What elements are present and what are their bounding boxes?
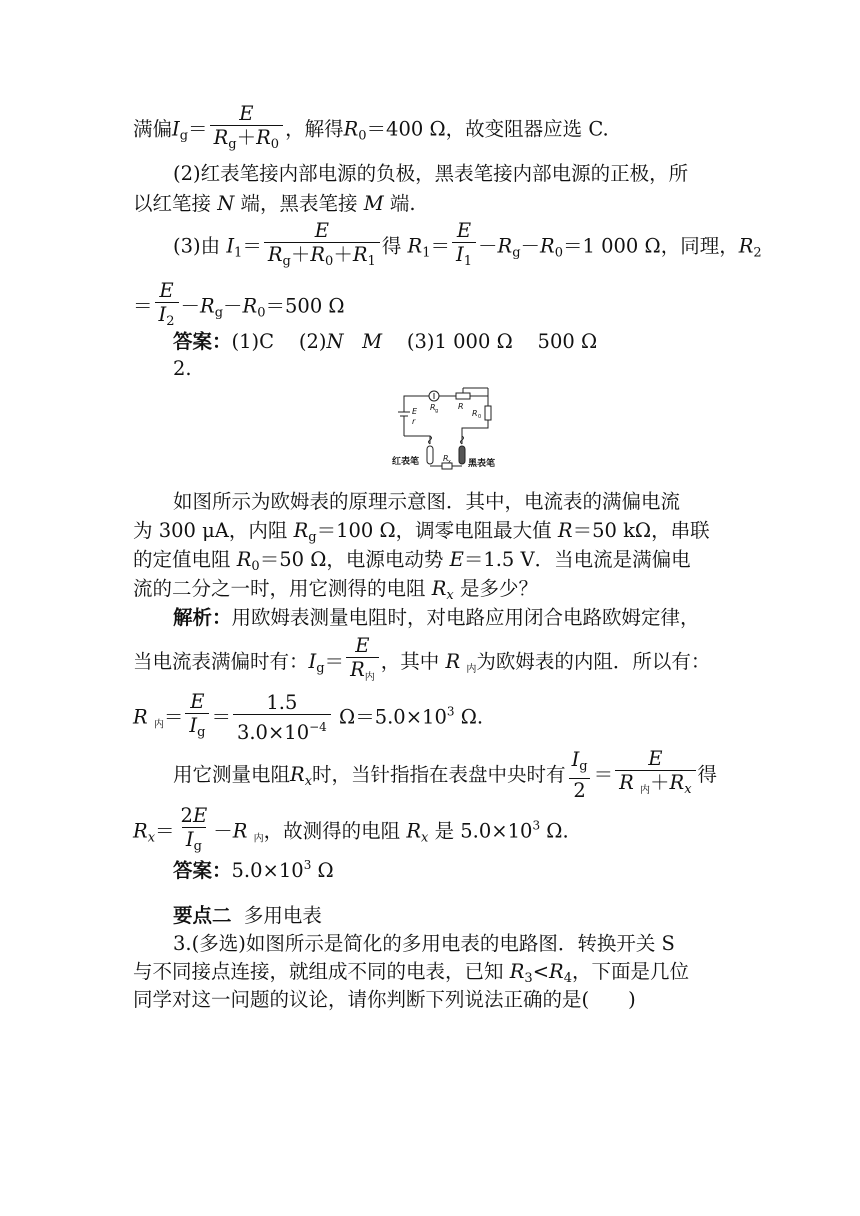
- sub-1: 1: [234, 245, 243, 261]
- sub-g: g: [214, 305, 224, 321]
- sym-R: R: [509, 960, 525, 983]
- fraction-E-over-Rg-R0: [210, 103, 284, 157]
- section-title: 要点二: [173, 904, 232, 927]
- sub-1: 1: [367, 254, 376, 269]
- text: ，故测得的电阻: [263, 819, 401, 843]
- frac-den: [233, 714, 331, 745]
- sub-nei: 内: [253, 833, 264, 845]
- label-Rx: R: [443, 454, 449, 463]
- frac-num: E: [239, 102, 254, 125]
- sym-R: R: [133, 705, 148, 729]
- text: 与不同接点连接，就组成不同的电表，已知: [133, 960, 504, 983]
- q2-line3: [133, 548, 691, 579]
- sub-g: g: [316, 661, 325, 676]
- section-heading: [173, 904, 322, 928]
- q3-line3: 同学对这一问题的议论，请你判断下列说法正确的是( ): [133, 988, 636, 1011]
- sym-M: M: [362, 330, 383, 353]
- text: 得: [697, 763, 718, 786]
- text: ，下面是几位: [572, 960, 690, 983]
- eq: ＝: [133, 294, 153, 318]
- label-R: R: [458, 402, 464, 411]
- text: ＝400 Ω，故变阻器应选 C.: [366, 117, 609, 141]
- eq: ＝: [188, 117, 208, 141]
- frac-den: [346, 657, 379, 690]
- sub-x: x: [421, 830, 429, 846]
- sub-0: 0: [358, 128, 367, 144]
- sym-R: R: [213, 126, 229, 149]
- solution-line5: [133, 805, 569, 859]
- text: 的定值电阻: [133, 548, 231, 571]
- sub-g: g: [179, 128, 189, 144]
- sub-nei: 内: [466, 664, 477, 675]
- frac-num: 1.5: [266, 690, 298, 714]
- text: <: [532, 960, 550, 983]
- rheostat-R: [456, 393, 470, 399]
- label-Rg: R: [430, 403, 436, 412]
- q2-line1: 如图所示为欧姆表的原理示意图．其中，电流表的满偏电流: [173, 490, 681, 513]
- sup-exp: 3: [446, 704, 455, 719]
- sym-R: R: [540, 234, 555, 258]
- sym-R: R: [343, 117, 359, 141]
- sym-I: I: [456, 243, 464, 266]
- sub-2: 2: [166, 314, 175, 329]
- sub-3: 3: [524, 971, 533, 986]
- solution-line2: [133, 635, 710, 690]
- text-lead: 满偏: [133, 117, 173, 141]
- sub-g: g: [579, 758, 588, 774]
- text: Ω.: [540, 819, 569, 843]
- sym-R: R: [557, 519, 573, 542]
- text: Ω＝5.0×10: [339, 705, 447, 729]
- sym-R: R: [669, 771, 685, 794]
- sym-I: I: [189, 714, 198, 737]
- sub-nei: 内: [640, 785, 650, 796]
- sym-R: R: [619, 771, 634, 794]
- sym-R: R: [406, 819, 422, 843]
- plus: ＋: [333, 243, 353, 266]
- answer-2: [173, 853, 334, 883]
- text: Ω: [311, 859, 334, 882]
- text: 以红笔接: [133, 192, 212, 215]
- frac-num: E: [190, 690, 205, 713]
- q3-line2: [133, 960, 689, 991]
- wire-left-bottom: [404, 436, 430, 444]
- eq: ＝: [324, 650, 345, 673]
- fraction-2E-over-Ig: [177, 805, 212, 859]
- sub-g: g: [512, 245, 521, 261]
- line-full-deflection: [133, 103, 609, 157]
- sym-R: R: [256, 126, 271, 149]
- text: 5.0×10: [231, 859, 304, 882]
- label-R0-sub: 0: [478, 414, 482, 420]
- text: 时，当针指指在表盘中央时有: [312, 763, 566, 786]
- eq: ＝: [242, 234, 262, 258]
- eq: ＝: [155, 819, 175, 843]
- red-pen-icon: [427, 446, 433, 464]
- sym-R: R: [350, 658, 365, 681]
- sym-R: R: [200, 294, 215, 318]
- minus: －: [478, 234, 498, 258]
- sym-R: R: [549, 960, 564, 983]
- text: 用欧姆表测量电阻时，对电路应用闭合电路欧姆定律，: [231, 606, 700, 629]
- sym-N: N: [326, 330, 344, 353]
- sym-I: I: [571, 747, 580, 771]
- text: 端，黑表笔接: [240, 192, 358, 215]
- label-Rg-sub: g: [435, 408, 439, 414]
- sub-g: g: [308, 530, 317, 545]
- text: 3.0×10: [236, 720, 310, 744]
- text: 端.: [389, 192, 416, 215]
- minus: －: [180, 294, 201, 318]
- sub-x: x: [304, 774, 313, 789]
- black-pen-icon: [459, 446, 465, 464]
- question-2-number: 2.: [173, 357, 192, 380]
- text: 流的二分之一时，用它测得的电阻: [133, 577, 426, 600]
- text: 是多少？: [459, 577, 538, 600]
- sub-nei: 内: [153, 719, 164, 731]
- answer-1: [173, 330, 597, 354]
- wire-right-bottom: [462, 420, 488, 444]
- plus: ＋: [650, 771, 670, 794]
- sup-exp: −4: [309, 719, 327, 734]
- fraction-E-over-sum: [264, 220, 380, 274]
- plus: ＋: [236, 126, 257, 149]
- sym-R: R: [445, 650, 461, 673]
- para3-line1: [173, 220, 762, 274]
- text: Ω.: [454, 705, 484, 729]
- minus: －: [213, 819, 233, 843]
- sub-4: 4: [563, 971, 572, 986]
- sym-R: R: [497, 234, 513, 258]
- frac-den: [210, 125, 284, 157]
- section-name: 多用电表: [243, 904, 322, 927]
- sub-1: 1: [463, 254, 472, 269]
- frac-den: [264, 242, 380, 274]
- sub-g: g: [228, 137, 237, 152]
- text: ，其中: [380, 650, 440, 673]
- solution-line1: [173, 606, 700, 630]
- resistor-R0: [485, 406, 491, 420]
- text: ＝500 Ω: [265, 294, 345, 318]
- sub-2: 2: [753, 245, 762, 261]
- label-E: E: [412, 407, 418, 416]
- text: ，解得: [285, 117, 344, 141]
- eq: ＝: [430, 234, 451, 258]
- label-black-pen: 黑表笔: [468, 459, 496, 469]
- fraction-E-over-I2: [155, 280, 179, 334]
- sub-g: g: [197, 725, 206, 740]
- sym-R: R: [352, 243, 368, 266]
- text: ＝100 Ω，调零电阻最大值: [316, 519, 552, 542]
- sym-I: I: [185, 828, 194, 851]
- text: (2): [298, 330, 327, 353]
- eq: ＝: [593, 763, 614, 786]
- frac-num: [568, 749, 592, 778]
- frac-num: 2E: [180, 804, 208, 827]
- text: 500 Ω: [537, 330, 598, 353]
- q3-line1: 3.(多选)如图所示是简化的多用电表的电路图．转换开关 S: [173, 932, 675, 955]
- sub-x: x: [147, 830, 156, 846]
- text: ＝50 kΩ，串联: [572, 519, 710, 542]
- sub-g: g: [193, 839, 202, 854]
- frac-den: [615, 770, 695, 803]
- sym-I: I: [158, 303, 167, 326]
- q2-line4: [133, 577, 538, 608]
- text: 为 300 μA，内阻: [133, 519, 288, 542]
- sym-I: I: [172, 117, 180, 141]
- eq: ＝: [163, 705, 184, 729]
- sub-nei: 内: [364, 672, 375, 683]
- text: ＝1 000 Ω，同理，: [563, 234, 739, 258]
- para2-line1: (2)红表笔接内部电源的负极，黑表笔接内部电源的正极，所: [173, 162, 689, 185]
- fraction-E-over-Ig: [185, 691, 209, 745]
- sym-R: R: [236, 548, 252, 571]
- ohmmeter-circuit-figure: [390, 384, 510, 474]
- fraction-Ig-over-2: [568, 749, 592, 803]
- label-R0: R: [472, 409, 478, 418]
- sub-x: x: [446, 588, 454, 603]
- frac-num: E: [159, 279, 174, 302]
- sym-R: R: [133, 819, 148, 843]
- sub-1: 1: [422, 245, 431, 261]
- frac-num: E: [456, 219, 472, 242]
- sym-R: R: [431, 577, 447, 600]
- q2-line2: [133, 519, 710, 550]
- sub-0: 0: [554, 245, 564, 261]
- answer-label: 答案：: [173, 859, 232, 882]
- label-r: r: [412, 417, 416, 426]
- frac-den: [185, 713, 209, 745]
- text: (3)1 000 Ω: [406, 330, 513, 353]
- text: ＝50 Ω，电源电动势: [259, 548, 444, 571]
- fraction-1.5-over-3e-4: [233, 692, 331, 745]
- sym-R: R: [267, 243, 283, 266]
- para2-line2: [133, 192, 416, 216]
- minus: －: [223, 294, 243, 318]
- solution-line3: [133, 691, 483, 745]
- sub-0: 0: [257, 305, 266, 321]
- label-red-pen: 红表笔: [392, 457, 420, 467]
- frac-num: E: [648, 747, 663, 770]
- label-Rx-sub: x: [448, 459, 451, 465]
- sub-0: 0: [325, 254, 334, 269]
- text: (3)由: [173, 234, 221, 258]
- plus: ＋: [290, 243, 311, 266]
- solution-line4: [173, 748, 717, 803]
- sup-exp: 3: [303, 858, 312, 872]
- frac-num: E: [355, 634, 370, 657]
- sym-E: E: [449, 548, 464, 571]
- text: 用它测量电阻: [173, 763, 291, 786]
- sup-exp: 3: [532, 818, 541, 833]
- para3-line2: [133, 280, 345, 334]
- sub-0: 0: [270, 137, 280, 152]
- sym-R: R: [242, 294, 258, 318]
- text: ＝1.5 V．当电流是满偏电: [463, 548, 691, 571]
- sym-R: R: [310, 243, 326, 266]
- sym-R: R: [407, 234, 423, 258]
- sub-0: 0: [251, 559, 260, 574]
- text: 为欧姆表的内阻．所以有：: [476, 650, 711, 673]
- sym-M: M: [363, 192, 384, 215]
- sym-N: N: [217, 192, 235, 215]
- solution-label: 解析：: [173, 606, 232, 629]
- frac-den: [452, 242, 476, 274]
- answer-label: 答案：: [173, 330, 232, 353]
- frac-den: 2: [569, 778, 589, 803]
- fraction-E-over-Rnei: [346, 635, 379, 690]
- sym-E: E: [192, 804, 208, 827]
- text: 是 5.0×10: [434, 819, 533, 843]
- fraction-E-over-Rnei-Rx: [615, 748, 695, 803]
- sub-g: g: [282, 254, 291, 269]
- sym-I: I: [308, 650, 317, 673]
- sym-R: R: [738, 234, 754, 258]
- sym-R: R: [293, 519, 309, 542]
- frac-num: E: [314, 219, 329, 242]
- sym-I: I: [226, 234, 235, 258]
- sym-R: R: [232, 819, 248, 843]
- eq: ＝: [211, 705, 231, 729]
- text: (1)C: [231, 330, 275, 353]
- text: 得: [381, 234, 402, 258]
- sub-x: x: [684, 782, 692, 797]
- fraction-E-over-I1: [452, 220, 476, 274]
- sym-R: R: [290, 763, 305, 786]
- text: 当电流表满偏时有：: [133, 650, 309, 673]
- minus: －: [520, 234, 541, 258]
